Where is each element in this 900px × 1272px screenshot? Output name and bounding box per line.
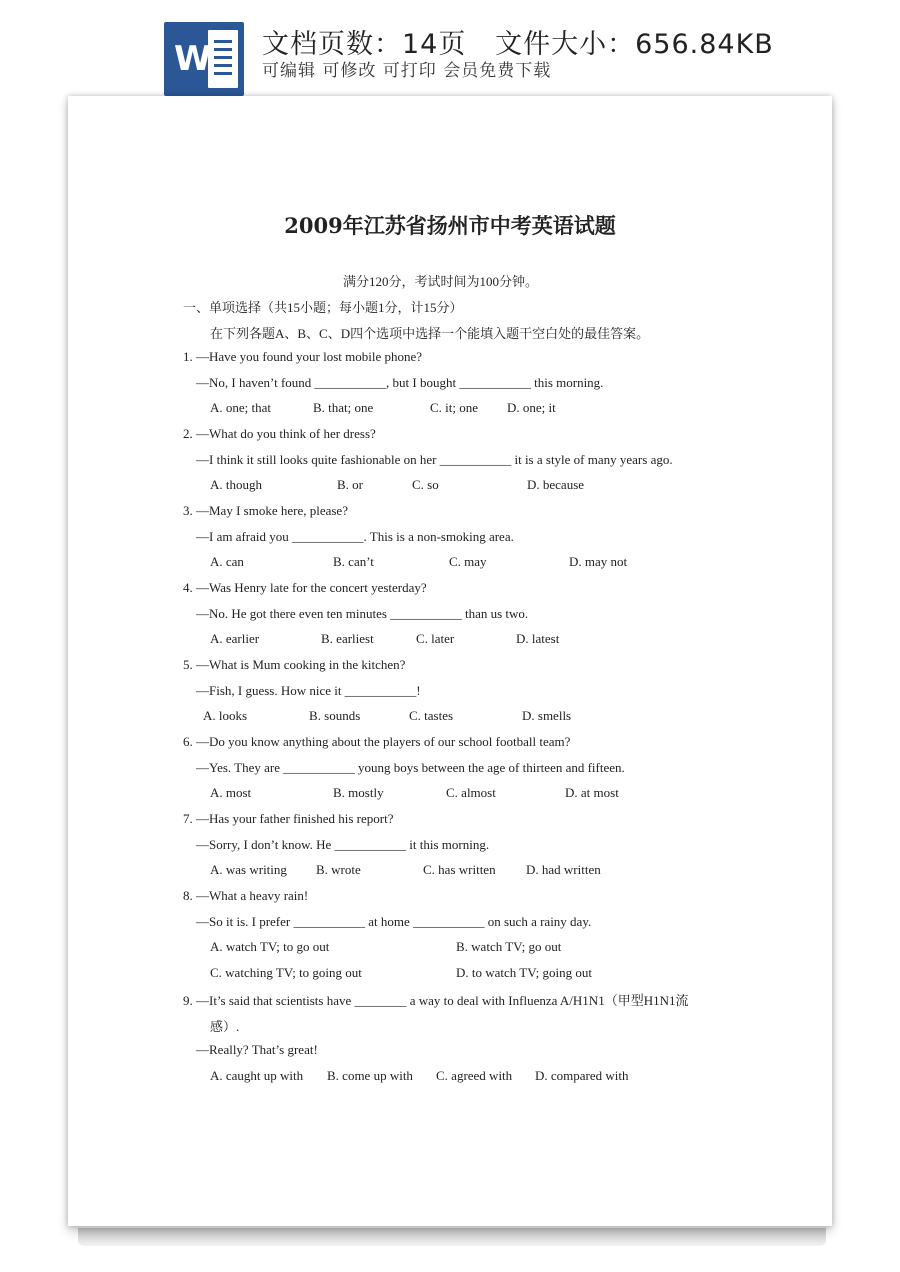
answer-line-8: —So it is. I prefer ___________ at home ___________ on such a rainy day. [196,914,592,929]
q7-option-c: C. has written [423,862,496,877]
q1-option-b: B. that; one [313,400,374,415]
q6-option-d: D. at most [565,785,619,800]
question-9: 9. —It’s said that scientists have ________ a way to deal with Influenza A/H1N1（甲型H1N1流 [183,993,689,1008]
q6-option-a: A. most [210,785,252,800]
paper-bottom-shadow [78,1228,826,1246]
download-banner [0,0,900,100]
q2-option-d: D. because [527,477,585,492]
answer-line-4: —No. He got there even ten minutes ___________ than us two. [196,606,529,621]
question-2: 2. —What do you think of her dress? [183,426,376,441]
instruction: 在下列各题A、B、C、D四个选项中选择一个能填入题干空白处的最佳答案。 [210,326,650,341]
q1-option-c: C. it; one [430,400,479,415]
q8-option-c: C. watching TV; to going out [210,965,362,980]
q3-option-a: A. can [210,554,244,569]
q8-option-d: D. to watch TV; going out [456,965,593,980]
question-4: 4. —Was Henry late for the concert yesterday? [183,580,427,595]
q9-option-b: B. come up with [327,1068,413,1083]
q5-option-d: D. smells [522,708,572,723]
question-8: 8. —What a heavy rain! [183,888,309,903]
q1-option-d: D. one; it [507,400,556,415]
document-title: 2009年江苏省扬州市中考英语试题 [284,213,616,238]
q9-option-a: A. caught up with [210,1068,304,1083]
q5-option-c: C. tastes [409,708,454,723]
q1-option-a: A. one; that [210,400,272,415]
answer-line-9: —Really? That’s great! [196,1042,318,1057]
answer-line-5: —Fish, I guess. How nice it ___________! [196,683,421,698]
q9-option-d: D. compared with [535,1068,629,1083]
q8-option-a: A. watch TV; to go out [210,939,330,954]
q5-option-b: B. sounds [309,708,361,723]
word-document-icon [164,22,244,96]
q6-option-b: B. mostly [333,785,384,800]
answer-line-3: —I am afraid you ___________. This is a non-smoking area. [196,529,514,544]
q7-option-b: B. wrote [316,862,361,877]
question-5: 5. —What is Mum cooking in the kitchen? [183,657,406,672]
section-heading: 一、单项选择（共15小题；每小题1分，计15分） [183,300,463,315]
answer-line-2: —I think it still looks quite fashionable on her ___________ it is a style of many years ago. [196,452,673,467]
q8-option-b: B. watch TV; go out [456,939,562,954]
q4-option-a: A. earlier [210,631,260,646]
q3-option-c: C. may [449,554,487,569]
question-7: 7. —Has your father finished his report? [183,811,394,826]
q4-option-c: C. later [416,631,455,646]
q7-option-a: A. was writing [210,862,287,877]
q5-option-a: A. looks [203,708,248,723]
answer-line-1: —No, I haven’t found ___________, but I bought ___________ this morning. [196,375,604,390]
question-6: 6. —Do you know anything about the players of our school football team? [183,734,571,749]
q7-option-d: D. had written [526,862,601,877]
q2-option-a: A. though [210,477,262,492]
question-3: 3. —May I smoke here, please? [183,503,348,518]
file-features: 可编辑 可修改 可打印 会员免费下载 [262,61,552,81]
q4-option-b: B. earliest [321,631,374,646]
q2-option-c: C. so [412,477,439,492]
question-1: 1. —Have you found your lost mobile phone? [183,349,423,364]
q6-option-c: C. almost [446,785,496,800]
q3-option-b: B. can’t [333,554,374,569]
q9-option-c: C. agreed with [436,1068,513,1083]
file-info-title: 文档页数：14页 文件大小：656.84KB [262,29,774,60]
word-icon-letter: W [174,39,212,79]
q4-option-d: D. latest [516,631,560,646]
question-9-continued: 感）. [210,1019,240,1034]
answer-line-7: —Sorry, I don’t know. He ___________ it this morning. [196,837,490,852]
score-info: 满分120分，考试时间为100分钟。 [343,274,539,289]
q3-option-d: D. may not [569,554,628,569]
answer-line-6: —Yes. They are ___________ young boys between the age of thirteen and fifteen. [196,760,625,775]
q2-option-b: B. or [337,477,363,492]
